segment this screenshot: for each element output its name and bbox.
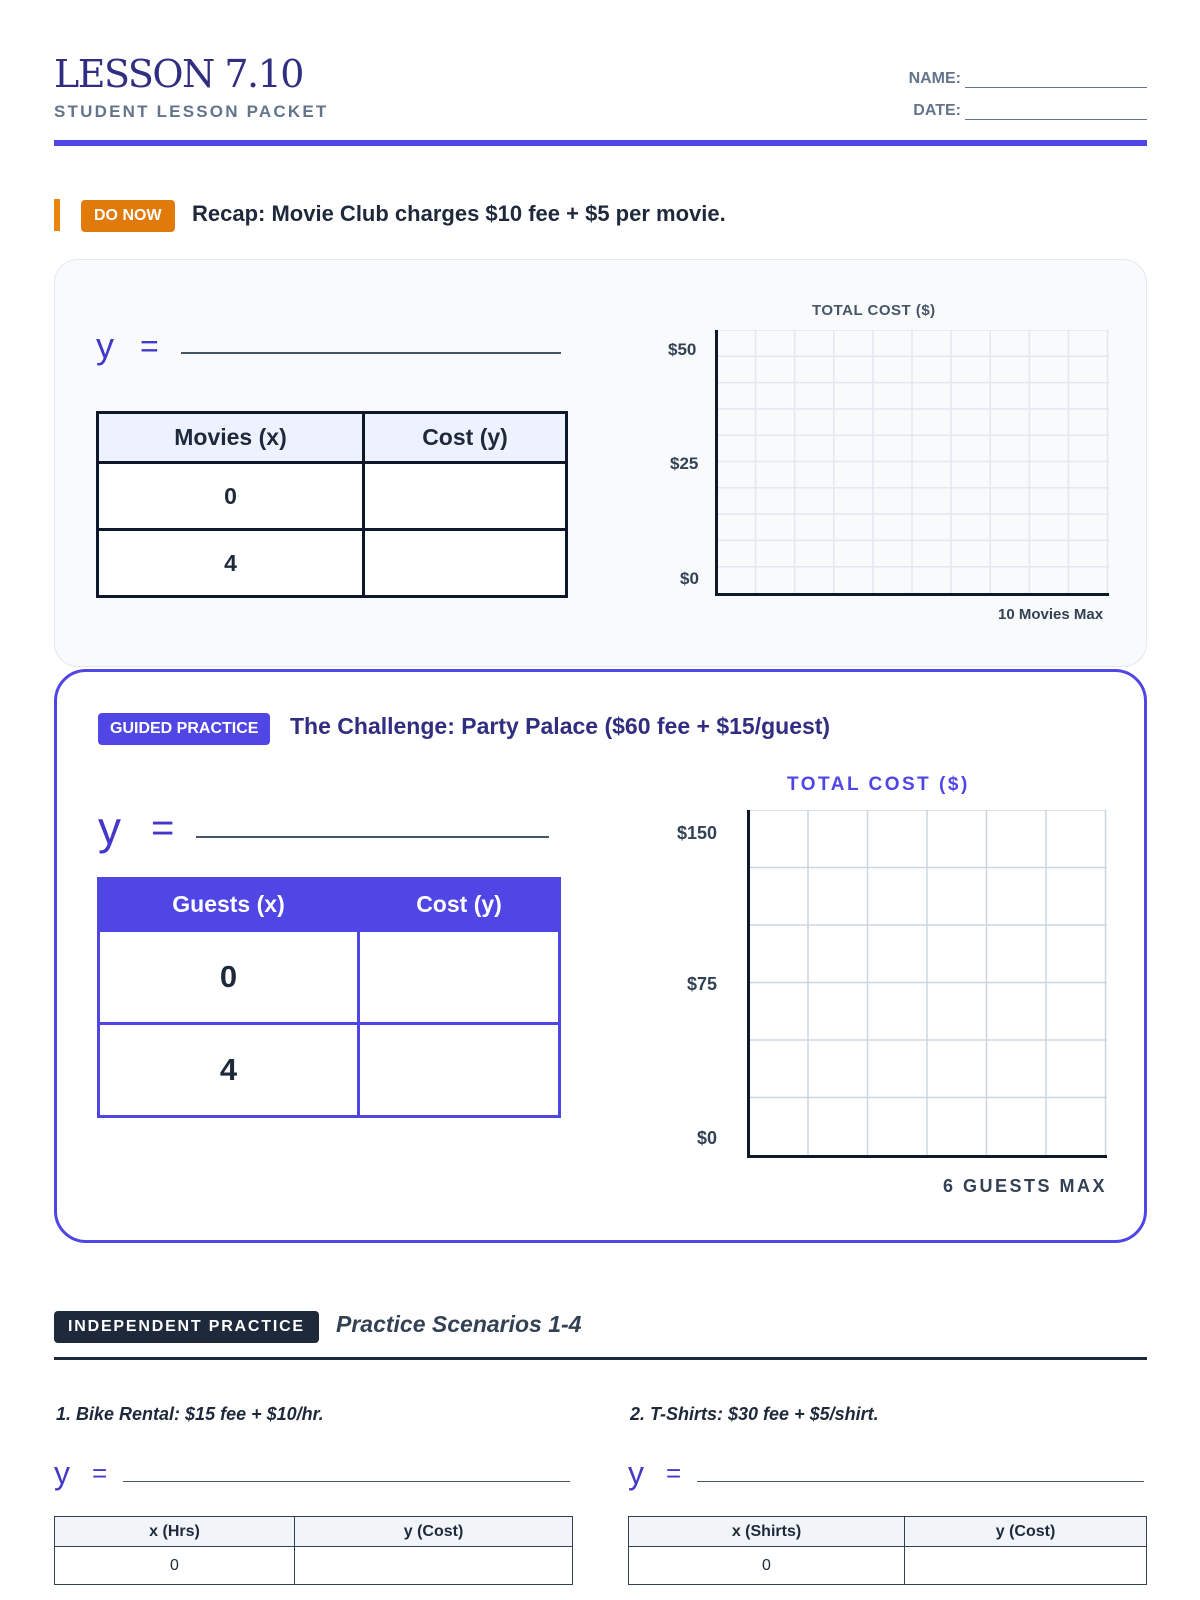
do-now-prompt: Recap: Movie Club charges $10 fee + $5 per movie.: [192, 201, 726, 226]
graph-title: TOTAL COST ($): [787, 774, 970, 795]
table-cell-answer[interactable]: [359, 931, 560, 1024]
guided-equation: [98, 800, 549, 854]
do-now-graph-grid[interactable]: [715, 330, 1109, 596]
table-row: [99, 931, 560, 1024]
y-tick-label: $25: [670, 454, 699, 473]
guided-practice-prompt: The Challenge: Party Palace ($60 fee + $15/guest): [290, 713, 831, 739]
table-row: [55, 1547, 573, 1585]
table-cell-answer[interactable]: [905, 1547, 1147, 1585]
name-field[interactable]: [909, 70, 1147, 88]
do-now-badge: DO NOW: [81, 200, 175, 232]
equation-y-label: y: [628, 1455, 644, 1491]
table-cell-x: 4: [99, 1024, 359, 1117]
equation-equals: =: [140, 328, 159, 364]
name-label: NAME:: [908, 70, 961, 87]
equation-answer-blank[interactable]: [181, 352, 561, 354]
table-row: [629, 1547, 1147, 1585]
do-now-equation: [96, 320, 561, 364]
y-tick-label: $150: [677, 823, 718, 843]
equation-y-label: y: [54, 1455, 70, 1491]
y-tick-label: $0: [697, 1128, 718, 1148]
lesson-subtitle: STUDENT LESSON PACKET: [54, 102, 329, 121]
scenario-1-table: [54, 1516, 573, 1585]
table-cell-answer[interactable]: [364, 463, 567, 530]
graph-title: TOTAL COST ($): [812, 302, 936, 319]
table-cell-x: 0: [629, 1547, 905, 1585]
equation-equals: =: [92, 1458, 108, 1488]
table-cell-answer[interactable]: [364, 530, 567, 597]
date-label: DATE:: [913, 102, 961, 119]
do-now-table: [96, 411, 568, 598]
guided-table: [97, 877, 561, 1118]
table-row: [99, 1024, 560, 1117]
table-header: x (Shirts): [629, 1517, 905, 1547]
y-tick-label: $75: [687, 974, 718, 994]
name-blank[interactable]: [965, 72, 1147, 88]
table-cell-x: 0: [55, 1547, 295, 1585]
table-row: [98, 530, 567, 597]
table-cell-x: 4: [98, 530, 364, 597]
y-tick-label: $0: [680, 569, 699, 588]
equation-answer-blank[interactable]: [123, 1481, 570, 1482]
scenario-title: 1. Bike Rental: $15 fee + $10/hr.: [56, 1404, 324, 1424]
scenario-title: 2. T-Shirts: $30 fee + $5/shirt.: [630, 1404, 879, 1424]
table-header: Guests (x): [99, 879, 359, 931]
table-header: Cost (y): [364, 413, 567, 463]
table-header: x (Hrs): [55, 1517, 295, 1547]
y-tick-label: $50: [668, 340, 697, 359]
equation-equals: =: [666, 1458, 682, 1488]
section-divider: [54, 1357, 1147, 1360]
independent-practice-title: Practice Scenarios 1-4: [336, 1311, 582, 1337]
table-cell-x: 0: [98, 463, 364, 530]
do-now-accent-bar: [54, 199, 60, 231]
scenario-2-table: [628, 1516, 1147, 1585]
table-cell-x: 0: [99, 931, 359, 1024]
scenario-equation: [54, 1454, 570, 1491]
page-header: [54, 52, 1147, 146]
equation-answer-blank[interactable]: [196, 836, 549, 838]
graph-x-note: 10 Movies Max: [998, 606, 1104, 623]
table-row: [98, 463, 567, 530]
table-cell-answer[interactable]: [295, 1547, 573, 1585]
independent-practice-badge: INDEPENDENT PRACTICE: [54, 1311, 319, 1343]
guided-graph-grid[interactable]: [747, 810, 1107, 1158]
date-blank[interactable]: [965, 104, 1147, 120]
table-cell-answer[interactable]: [359, 1024, 560, 1117]
lesson-title: LESSON 7.10: [54, 52, 303, 96]
guided-practice-badge: GUIDED PRACTICE: [98, 713, 270, 745]
date-field[interactable]: [913, 102, 1147, 120]
table-header: Cost (y): [359, 879, 560, 931]
graph-x-note: 6 GUESTS MAX: [943, 1176, 1108, 1196]
equation-y-label: y: [98, 802, 121, 854]
table-header: y (Cost): [905, 1517, 1147, 1547]
equation-answer-blank[interactable]: [697, 1481, 1144, 1482]
table-header: Movies (x): [98, 413, 364, 463]
equation-equals: =: [151, 806, 175, 850]
scenario-equation: [628, 1454, 1144, 1491]
equation-y-label: y: [96, 325, 114, 366]
table-header: y (Cost): [295, 1517, 573, 1547]
